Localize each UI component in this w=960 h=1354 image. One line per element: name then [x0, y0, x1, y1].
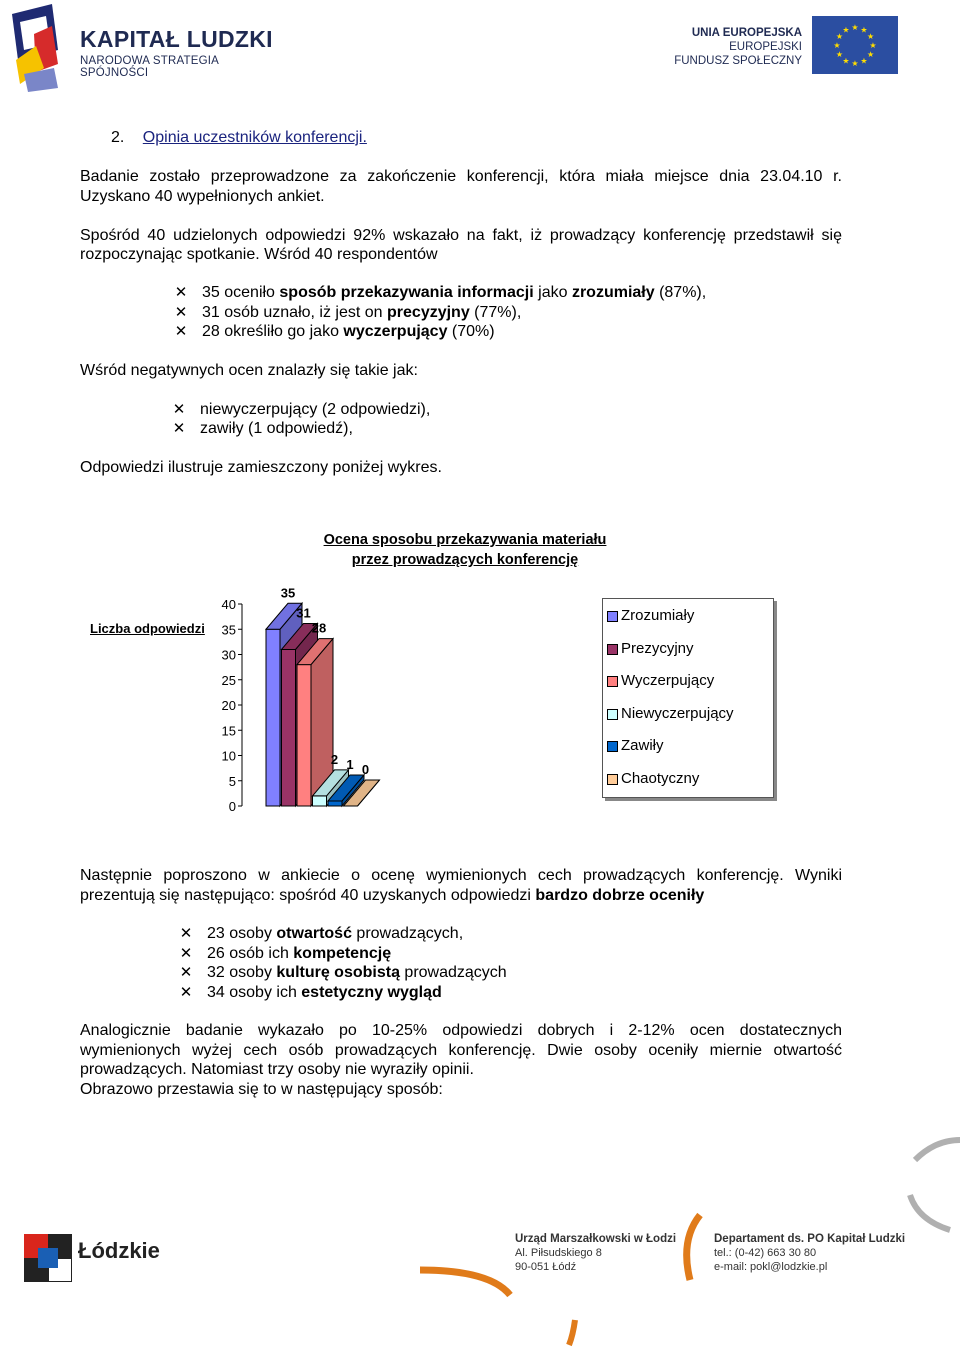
grey-arc-icon [915, 1140, 960, 1160]
urzad-address-line-1: Al. Piłsudskiego 8 [515, 1247, 602, 1259]
eu-line-2: EUROPEJSKI [729, 41, 802, 53]
y-axis-tick-label: 15 [221, 723, 236, 739]
y-axis-tick-label: 5 [228, 773, 236, 789]
department-phone: tel.: (0-42) 663 30 80 [714, 1247, 817, 1259]
bar-front [313, 796, 327, 806]
bar-front [297, 665, 311, 806]
y-axis-tick-label: 25 [221, 672, 236, 688]
kapital-ludzki-title: KAPITAŁ LUDZKI [80, 26, 273, 52]
cross-bullet-icon: ✕ [179, 925, 193, 942]
list-item: ✕ 32 osoby kulturę osobistą prowadzących [179, 964, 507, 981]
legend-item [621, 640, 694, 658]
eu-star-icon: ★ [835, 50, 843, 59]
urzad-address-line-2: 90-051 Łódź [515, 1261, 577, 1273]
urzad-address [515, 1232, 676, 1274]
section-heading [111, 129, 367, 147]
y-axis-tick-label: 40 [221, 597, 236, 612]
legend-item [621, 607, 694, 625]
cross-bullet-icon: ✕ [174, 323, 188, 340]
paragraph-1-line-2: Uzyskano 40 wypełnionych ankiet. [80, 187, 325, 205]
y-axis-tick-label: 10 [221, 748, 236, 764]
paragraph-1-line-1: Badanie zostało przeprowadzone za zakończenie konferencji, która miała miejsce dnia 23.04.10 r. [80, 168, 842, 185]
eu-star-icon: ★ [867, 32, 875, 41]
bar-data-label: 35 [280, 585, 296, 601]
chart-legend [602, 598, 774, 798]
y-axis-tick-label: 30 [221, 647, 236, 663]
list-item: ✕ 31 osób uznało, iż jest on precyzyjny (77%), [174, 303, 522, 321]
paragraph-4-line-4: Obrazowo przestawia się to w następujący sposób: [80, 1080, 443, 1098]
list-item: ✕ 23 osoby otwartość prowadzących, [179, 925, 464, 942]
bar-data-label: 0 [361, 762, 370, 777]
eu-star-icon: ★ [860, 56, 868, 66]
eu-star-icon: ★ [851, 59, 859, 68]
eu-star-icon: ★ [842, 56, 850, 66]
chart-title-line-1: Ocena sposobu przekazywania materiału [323, 532, 607, 548]
cross-bullet-icon: ✕ [172, 400, 186, 418]
legend-swatch [607, 709, 618, 720]
list-item: ✕ zawiły (1 odpowiedź), [172, 420, 353, 437]
bar-data-label: 2 [330, 751, 339, 767]
eu-flag-icon [812, 16, 898, 74]
bar-front [328, 801, 342, 806]
y-axis-tick-label: 0 [228, 799, 236, 814]
eu-star-icon: ★ [869, 41, 877, 50]
lodzkie-text: Łódzkie [78, 1238, 160, 1263]
paragraph-3-line-2: prezentują się następująco: spośród 40 uzyskanych odpowiedzi bardzo dobrze oceniły [80, 886, 705, 904]
orange-arc-icon [569, 1320, 575, 1345]
paragraph-2-line-2: rozpoczynając spotkanie. Wśród 40 respondentów [80, 246, 438, 263]
legend-item [621, 770, 699, 788]
eu-star-icon: ★ [835, 32, 843, 41]
legend-swatch [607, 676, 618, 687]
paragraph-3-line-1: Następnie poproszono w ankiecie o ocenę wymienionych cech prowadzących konferencję. Wyniki [80, 867, 842, 884]
cross-bullet-icon: ✕ [179, 944, 193, 962]
orange-arc-icon [420, 1270, 510, 1295]
orange-arc-icon [687, 1215, 700, 1280]
list-item: ✕ 35 oceniło sposób przekazywania informacji jako zrozumiały (87%), [174, 284, 707, 301]
list-item: ✕ 34 osoby ich estetyczny wygląd [179, 983, 442, 1001]
chart-title-line-2: przez prowadzących konferencję [351, 552, 579, 568]
chart-intro: Odpowiedzi ilustruje zamieszczony poniżej wykres. [80, 458, 442, 476]
bar-data-label: 28 [311, 620, 327, 636]
bar-front [266, 629, 280, 806]
eu-star-icon: ★ [842, 25, 850, 35]
department-title: Departament ds. PO Kapitał Ludzki [714, 1233, 906, 1245]
legend-item [621, 672, 714, 690]
legend-item [621, 737, 664, 755]
eu-star-icon: ★ [867, 50, 875, 59]
legend-item [621, 705, 734, 723]
lodzkie-logo [24, 1232, 164, 1284]
section-number: 2. [111, 129, 125, 146]
bar-data-label: 31 [296, 605, 311, 621]
eu-logo [668, 16, 898, 74]
cross-bullet-icon: ✕ [179, 983, 193, 1001]
grey-arc-icon [910, 1195, 950, 1230]
y-axis-tick-label: 20 [221, 698, 236, 713]
list-item: ✕ 26 osób ich kompetencję [179, 944, 392, 962]
chart-plot [0, 520, 960, 840]
kapital-ludzki-emblem-icon [6, 4, 76, 94]
legend-label: Zrozumiały [621, 607, 695, 624]
eu-line-1: UNIA EUROPEJSKA [691, 27, 802, 39]
legend-label: Niewyczerpujący [621, 704, 734, 722]
paragraph-2-line-1: Spośród 40 udzielonych odpowiedzi 92% wskazało na fakt, iż prowadzący konferencję przedstawił się [80, 226, 842, 244]
list-item: ✕ niewyczerpujący (2 odpowiedzi), [172, 400, 431, 418]
cross-bullet-icon: ✕ [172, 420, 186, 437]
paragraph-4-line-2: wymienionych wyżej cech osób prowadzących konferencję. Dwie osoby oceniły miernie otwartość [80, 1041, 842, 1059]
cross-bullet-icon: ✕ [174, 303, 188, 321]
list-item: ✕ 28 określiło go jako wyczerpujący (70%) [174, 323, 495, 340]
paragraph-4-line-3: prowadzących. Natomiast trzy osoby nie wyraziły opinii. [80, 1061, 474, 1078]
chart-y-axis-label: Liczba odpowiedzi [90, 621, 205, 636]
department-email: e-mail: pokl@lodzkie.pl [714, 1261, 828, 1273]
urzad-title: Urząd Marszałkowski w Łodzi [515, 1233, 677, 1245]
bar-data-label: 1 [346, 756, 354, 772]
legend-label: Chaotyczny [621, 769, 700, 787]
eu-star-icon: ★ [860, 25, 868, 35]
department-contact [714, 1232, 905, 1274]
kapital-ludzki-subtitle: NARODOWA STRATEGIA SPÓJNOŚCI [80, 55, 219, 79]
section-title: Opinia uczestników konferencji. [142, 129, 367, 146]
cross-bullet-icon: ✕ [174, 284, 188, 301]
eu-star-icon: ★ [851, 23, 859, 32]
cross-bullet-icon: ✕ [179, 964, 193, 981]
bar-front [282, 649, 296, 806]
legend-label: Wyczerpujący [621, 672, 715, 689]
paragraph-4-line-1: Analogicznie badanie wykazało po 10-25% odpowiedzi dobrych i 2-12% ocen dostatecznych [80, 1022, 842, 1039]
legend-swatch [607, 774, 618, 785]
eu-line-3: FUNDUSZ SPOŁECZNY [674, 55, 802, 67]
eu-star-icon: ★ [833, 41, 841, 50]
lodzkie-emblem-icon [24, 1234, 72, 1282]
y-axis-tick-label: 35 [221, 622, 236, 638]
legend-swatch [607, 644, 618, 655]
negatives-intro: Wśród negatywnych ocen znalazły się takie jak: [80, 361, 418, 379]
bar-chart [0, 520, 960, 840]
legend-swatch [607, 611, 618, 622]
legend-swatch [607, 741, 618, 752]
legend-label: Prezycyjny [621, 639, 694, 657]
legend-label: Zawiły [621, 737, 664, 754]
kapital-ludzki-logo [6, 4, 276, 94]
